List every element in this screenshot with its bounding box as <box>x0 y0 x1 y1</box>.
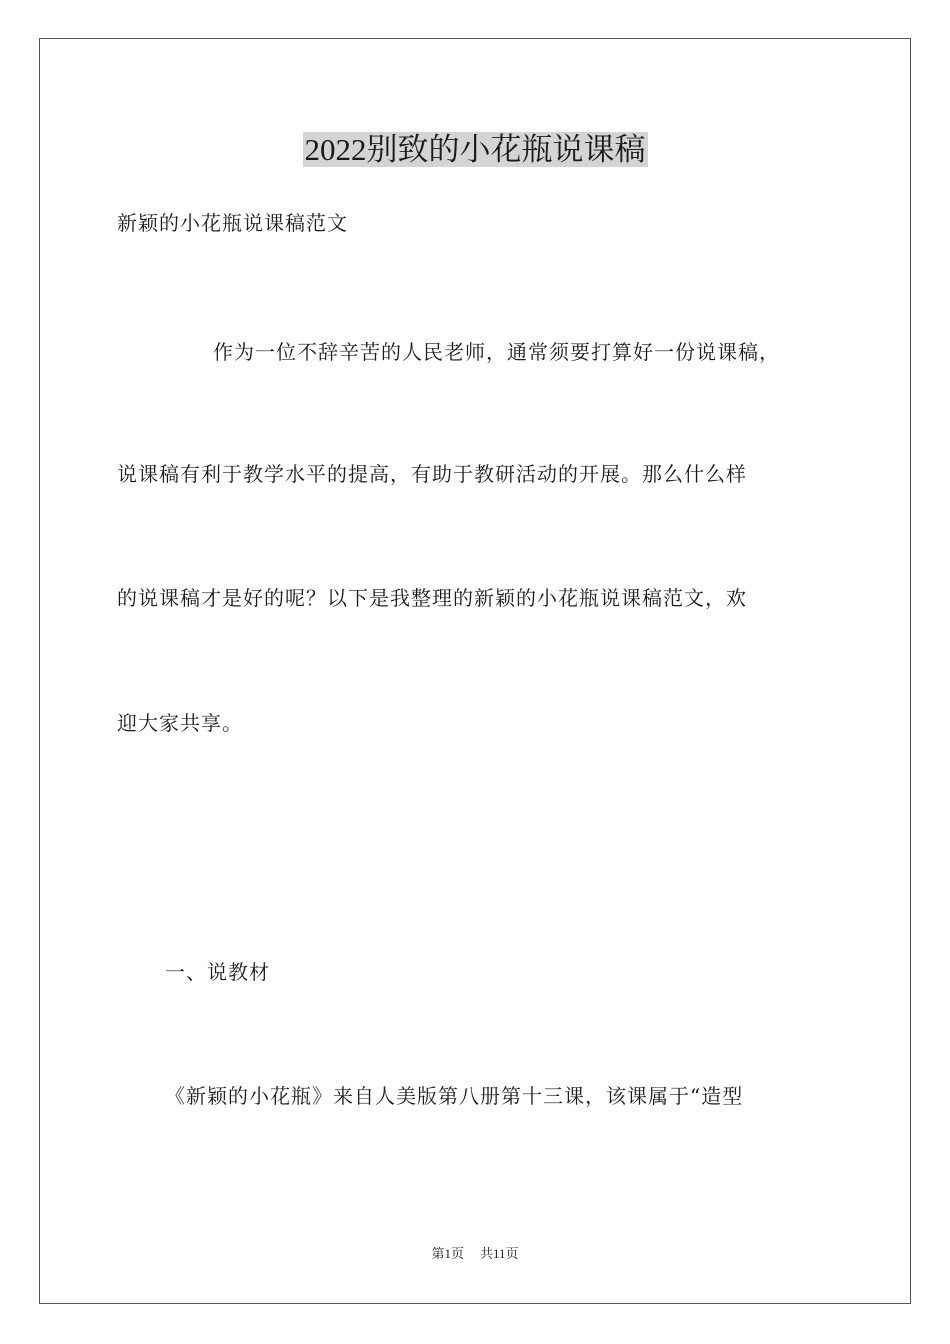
intro-line-1: 作为一位不辞辛苦的人民老师，通常须要打算好一份说课稿， <box>213 340 780 364</box>
intro-line-3: 的说课稿才是好的呢？以下是我整理的新颖的小花瓶说课稿范文，欢 <box>117 586 747 610</box>
section-body-line: 《新颖的小花瓶》来自人美版第八册第十三课，该课属于“造型 <box>165 1084 744 1108</box>
document-title <box>0 128 950 172</box>
intro-line-2: 说课稿有利于教学水平的提高，有助于教研活动的开展。那么什么样 <box>117 462 747 486</box>
page-number: 第1页 <box>431 1246 464 1261</box>
section-heading: 一、说教材 <box>165 960 270 984</box>
page-total: 共11页 <box>479 1246 519 1261</box>
intro-line-4: 迎大家共享。 <box>117 711 243 735</box>
page-footer <box>0 1245 950 1263</box>
document-title-text: 2022别致的小花瓶说课稿 <box>304 132 646 167</box>
document-subtitle: 新颖的小花瓶说课稿范文 <box>117 211 348 235</box>
